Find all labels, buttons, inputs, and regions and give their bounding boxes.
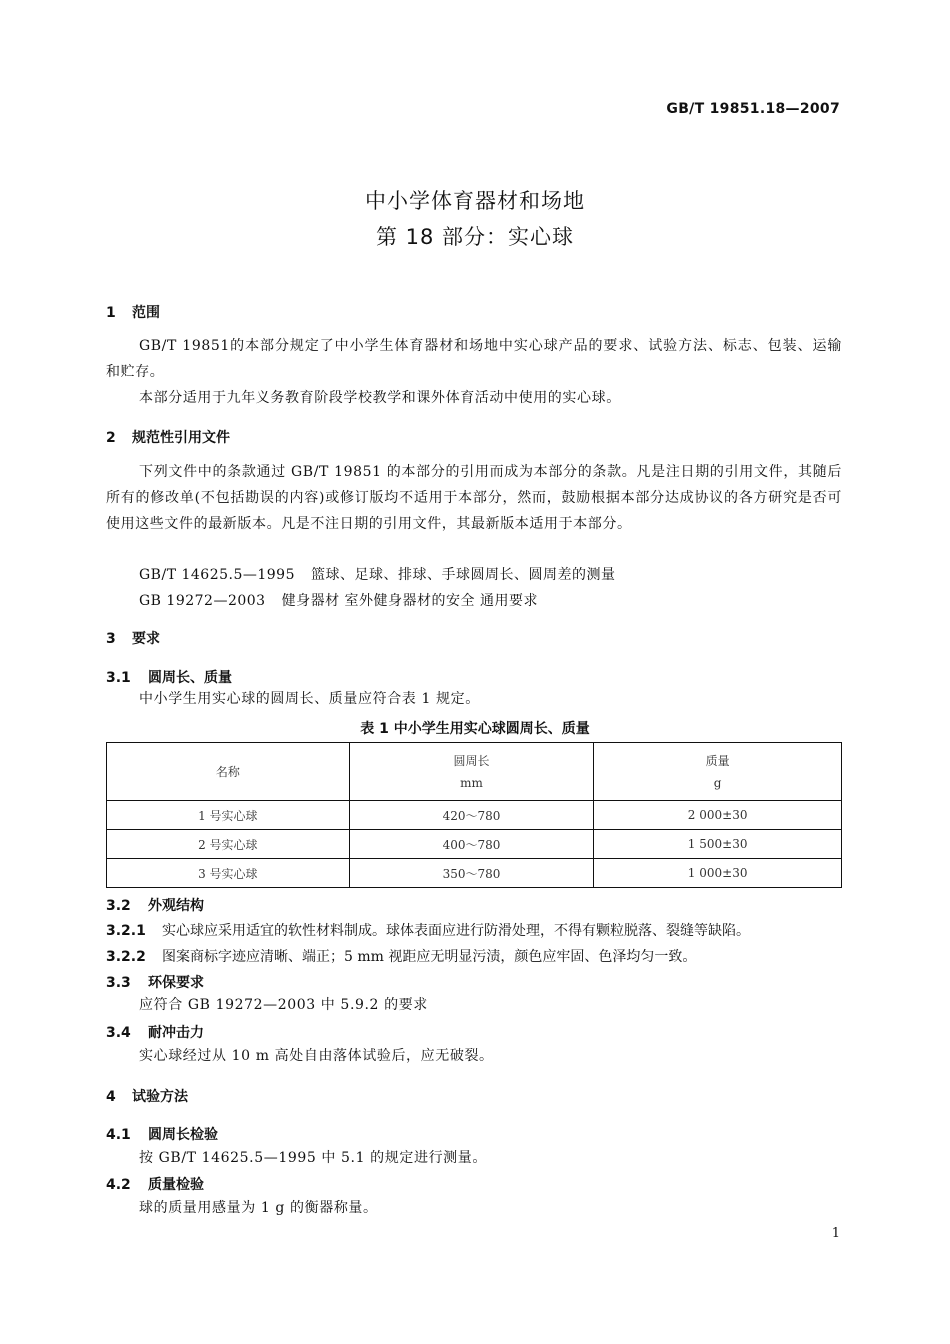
section-4-heading [106, 1086, 188, 1106]
table-cell: 420～780 [349, 801, 594, 830]
document-title: 中小学体育器材和场地 [365, 189, 585, 213]
reference-title: 健身器材 室外健身器材的安全 通用要求 [281, 593, 538, 609]
section-1-paragraph-2: 本部分适用于九年义务教育阶段学校教学和课外体育活动中使用的实心球。 [139, 390, 621, 406]
table-header-cell: 圆周长 mm [349, 743, 594, 801]
clause-number: 4.1 [106, 1127, 131, 1143]
clause-number: 3.2 [106, 898, 131, 914]
clause-3-1-heading [106, 667, 232, 687]
table-row [107, 830, 842, 859]
table-cell: 400～780 [349, 830, 594, 859]
clause-title: 质量检验 [148, 1177, 204, 1193]
section-2-heading [106, 427, 230, 447]
clause-3-2-heading [106, 895, 204, 915]
clause-3-4-heading [106, 1022, 204, 1042]
table-cell: 1 号实心球 [107, 801, 350, 830]
table-cell: 1 500±30 [594, 830, 842, 859]
clause-title: 环保要求 [148, 975, 204, 991]
reference-code: GB 19272—2003 [139, 593, 266, 609]
section-title: 范围 [132, 305, 160, 321]
clause-number: 3.2.2 [106, 949, 146, 965]
section-number: 3 [106, 631, 116, 647]
clause-3-4-text: 实心球经过从 10 m 高处自由落体试验后，应无破裂。 [139, 1048, 494, 1064]
section-1-heading [106, 302, 160, 322]
clause-title: 圆周长检验 [148, 1127, 218, 1143]
table-row [107, 801, 842, 830]
clause-4-1-heading [106, 1124, 218, 1144]
clause-3-2-2 [106, 946, 696, 966]
clause-number: 3.1 [106, 670, 131, 686]
table-caption: 表 1 中小学生用实心球圆周长、质量 [360, 721, 590, 737]
section-title: 规范性引用文件 [132, 430, 230, 446]
reference-title: 篮球、足球、排球、手球圆周长、圆周差的测量 [311, 567, 616, 583]
clause-title: 耐冲击力 [148, 1025, 204, 1041]
section-2-paragraph: 下列文件中的条款通过 GB/T 19851 的本部分的引用而成为本部分的条款。凡是注日期的引用文件，其随后所有的修改单(不包括勘误的内容)或修订版均不适用于本部分，然而，鼓励根据本部分达成协议的各方研究是否可使用这些文件的最新版本。凡是不注日期的引用文件，其最新版本适用于本部分。 [106, 464, 842, 532]
table-header-cell: 名称 [107, 743, 350, 801]
table-cell: 2 号实心球 [107, 830, 350, 859]
reference-code: GB/T 14625.5—1995 [139, 567, 295, 583]
document-subtitle: 第 18 部分：实心球 [375, 225, 575, 249]
clause-4-2-text: 球的质量用感量为 1 g 的衡器称量。 [139, 1200, 378, 1216]
clause-title: 外观结构 [148, 898, 204, 914]
clause-3-2-1 [106, 920, 750, 940]
table-header-row [107, 743, 842, 801]
table-header-cell: 质量 g [594, 743, 842, 801]
page-number: 1 [831, 1226, 840, 1241]
table-cell: 3 号实心球 [107, 859, 350, 888]
section-number: 4 [106, 1089, 116, 1105]
section-title: 要求 [132, 631, 160, 647]
section-1-paragraph-1: GB/T 19851的本部分规定了中小学生体育器材和场地中实心球产品的要求、试验方法、标志、包装、运输和贮存。 [106, 338, 842, 380]
table-cell: 350～780 [349, 859, 594, 888]
clause-4-2-heading [106, 1174, 204, 1194]
clause-number: 3.4 [106, 1025, 131, 1041]
table-cell: 2 000±30 [594, 801, 842, 830]
standard-number: GB/T 19851.18—2007 [666, 101, 840, 117]
table-cell: 1 000±30 [594, 859, 842, 888]
normative-reference [139, 564, 616, 584]
section-number: 2 [106, 430, 116, 446]
clause-number: 3.2.1 [106, 923, 146, 939]
section-title: 试验方法 [132, 1089, 188, 1105]
clause-3-3-text: 应符合 GB 19272—2003 中 5.9.2 的要求 [139, 997, 428, 1013]
clause-number: 4.2 [106, 1177, 131, 1193]
section-number: 1 [106, 305, 116, 321]
clause-3-3-heading [106, 972, 204, 992]
clause-number: 3.3 [106, 975, 131, 991]
specification-table [106, 742, 842, 888]
section-3-heading [106, 628, 160, 648]
clause-3-1-text: 中小学生用实心球的圆周长、质量应符合表 1 规定。 [139, 691, 480, 707]
clause-text: 实心球应采用适宜的软性材料制成。球体表面应进行防滑处理，不得有颗粒脱落、裂缝等缺陷。 [162, 923, 750, 939]
clause-title: 圆周长、质量 [148, 670, 232, 686]
normative-reference [139, 590, 538, 610]
clause-text: 图案商标字迹应清晰、端正；5 mm 视距应无明显污渍，颜色应牢固、色泽均匀一致。 [162, 949, 697, 965]
clause-4-1-text: 按 GB/T 14625.5—1995 中 5.1 的规定进行测量。 [139, 1150, 487, 1166]
table-row [107, 859, 842, 888]
